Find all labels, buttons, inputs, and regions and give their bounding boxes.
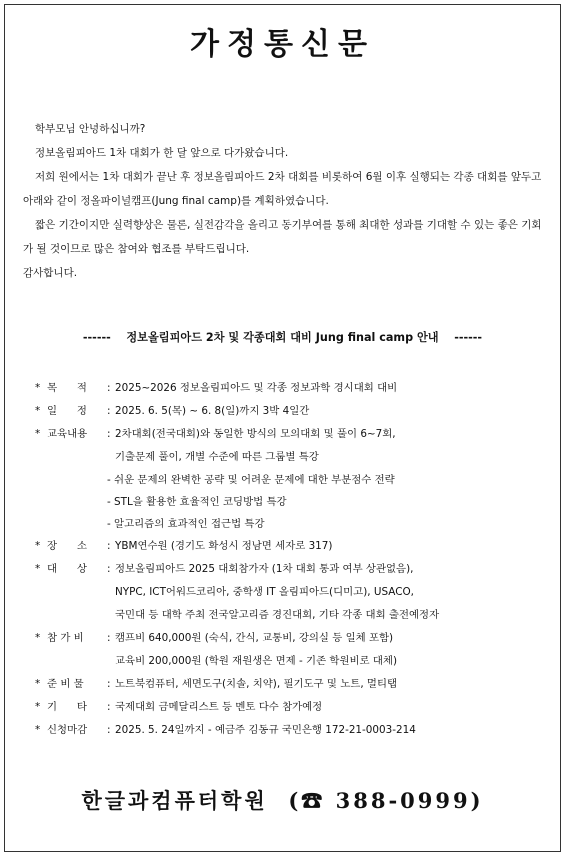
detail-label: 목 적 <box>47 382 87 394</box>
details-list <box>35 377 545 742</box>
colon: : <box>107 405 111 417</box>
detail-content <box>35 423 545 446</box>
detail-subitem: - 알고리즘의 효과적인 접근법 특강 <box>107 518 265 530</box>
intro-paragraph-1: 정보올림피아드 1차 대회가 한 달 앞으로 다가왔습니다. <box>35 147 289 159</box>
detail-label: 일 정 <box>47 405 87 417</box>
detail-continuation: 국민대 등 대학 주최 전국알고리즘 경진대회, 기타 각종 대회 출전예정자 <box>115 609 440 621</box>
detail-subitem: - 쉬운 문제의 완벽한 공략 및 어려운 문제에 대한 부분점수 전략 <box>107 474 395 486</box>
detail-value: 2025~2026 정보올림피아드 및 각종 정보과학 경시대회 대비 <box>115 382 398 394</box>
academy-footer: 한글과컴퓨터학원 (☎ 388-0999) <box>81 788 484 813</box>
academy-phone: 388-0999 <box>335 788 471 813</box>
intro-paragraph-2: 저희 원에서는 1차 대회가 끝난 후 정보올림피아드 2차 대회를 비롯하여 6월 이후 실행되는 각종 대회를 앞두고 아래와 같이 정올파이널캠프(Jung final camp)를 계획하였습니다. <box>23 171 542 207</box>
telephone-icon: ☎ <box>301 788 326 813</box>
bullet: * <box>35 563 41 575</box>
detail-label: 참 가 비 <box>47 632 84 644</box>
thanks: 감사합니다. <box>23 267 78 279</box>
detail-label: 대 상 <box>47 563 87 575</box>
intro-paragraph-3: 짧은 기간이지만 실력향상은 물론, 실전감각을 올리고 동기부여를 통해 최대한 성과를 기대할 수 있는 좋은 기회가 될 것이므로 많은 참여와 협조를 부탁드립니다. <box>23 219 542 255</box>
bullet: * <box>35 701 41 713</box>
bullet: * <box>35 382 41 394</box>
detail-continuation: NYPC, ICT어워드코리아, 중학생 IT 올림피아드(디미고), USACO, <box>115 586 414 598</box>
detail-label: 장 소 <box>47 540 87 552</box>
detail-value: 2차대회(전국대회)와 동일한 방식의 모의대회 및 풀이 6~7회, <box>115 428 396 440</box>
colon: : <box>107 428 111 440</box>
detail-value: 정보올림피아드 2025 대회참가자 (1차 대회 통과 여부 상관없음), <box>115 563 414 575</box>
detail-place <box>35 535 545 558</box>
detail-subitem: - STL을 활용한 효율적인 코딩방법 특강 <box>107 496 287 508</box>
detail-continuation: 기출문제 풀이, 개별 수준에 따른 그룹별 특강 <box>115 451 319 463</box>
detail-target <box>35 558 545 581</box>
detail-value: 노트북컴퓨터, 세면도구(치솔, 치약), 필기도구 및 노트, 멀티탭 <box>115 678 398 690</box>
greeting: 학부모님 안녕하십니까? <box>35 123 146 135</box>
announcement-heading <box>5 329 560 345</box>
bullet: * <box>35 540 41 552</box>
dash-right: ------ <box>454 331 483 344</box>
bullet: * <box>35 632 41 644</box>
detail-continuation: 교육비 200,000원 (학원 재원생은 면제 - 기존 학원비로 대체) <box>115 655 397 667</box>
detail-value: 2025. 5. 24일까지 - 예금주 김동규 국민은행 172-21-0003-214 <box>115 724 416 736</box>
detail-prep <box>35 673 545 696</box>
detail-deadline <box>35 719 545 742</box>
detail-label: 기 타 <box>47 701 87 713</box>
detail-label: 교육내용 <box>47 428 88 440</box>
colon: : <box>107 724 111 736</box>
bullet: * <box>35 678 41 690</box>
detail-value: 국제대회 금메달리스트 등 멘토 다수 참가예정 <box>115 701 323 713</box>
detail-purpose <box>35 377 545 400</box>
academy-name: 한글과컴퓨터학원 <box>81 788 268 813</box>
colon: : <box>107 701 111 713</box>
detail-fee <box>35 627 545 650</box>
colon: : <box>107 678 111 690</box>
page-title: 가정통신문 <box>190 27 375 62</box>
detail-label: 준 비 물 <box>47 678 84 690</box>
announcement-text: 정보올림피아드 2차 및 각종대회 대비 Jung final camp 안내 <box>126 331 439 344</box>
detail-value: YBM연수원 (경기도 화성시 정남면 세자로 317) <box>115 540 333 552</box>
bullet: * <box>35 428 41 440</box>
detail-schedule <box>35 400 545 423</box>
dash-left: ------ <box>82 331 111 344</box>
colon: : <box>107 382 111 394</box>
detail-value: 2025. 6. 5(목) ~ 6. 8(일)까지 3박 4일간 <box>115 405 310 417</box>
detail-label: 신청마감 <box>47 724 88 736</box>
bullet: * <box>35 405 41 417</box>
detail-value: 캠프비 640,000원 (숙식, 간식, 교통비, 강의실 등 일체 포함) <box>115 632 394 644</box>
detail-etc <box>35 696 545 719</box>
intro-section <box>23 117 549 285</box>
colon: : <box>107 540 111 552</box>
document-frame <box>4 4 561 852</box>
colon: : <box>107 632 111 644</box>
colon: : <box>107 563 111 575</box>
bullet: * <box>35 724 41 736</box>
